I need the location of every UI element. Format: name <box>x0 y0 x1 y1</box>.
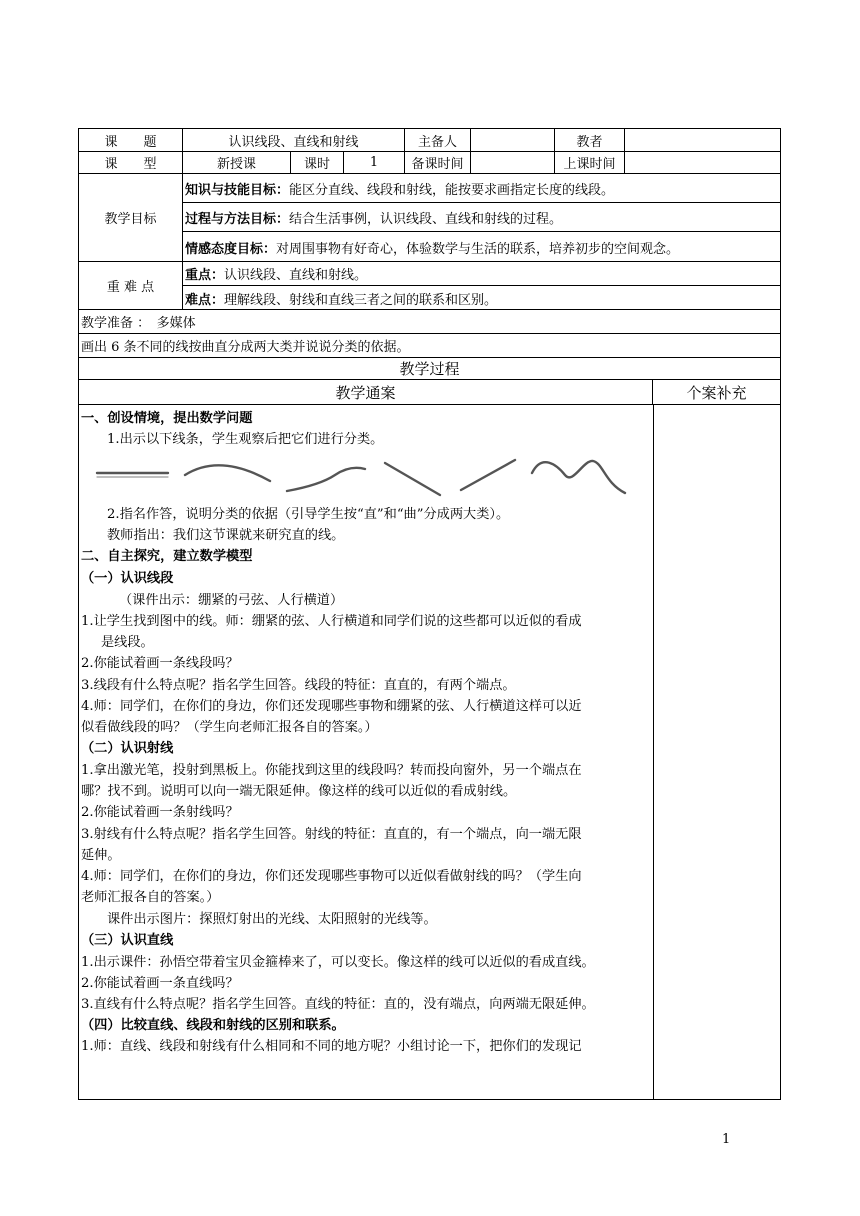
text-line: 老师汇报各自的答案。） <box>81 890 220 905</box>
keypoint-key <box>183 262 780 286</box>
straight-line-2 <box>385 463 440 495</box>
subsection-heading: （一）认识线段 <box>81 571 174 586</box>
goal-emotion-text: 对周围事物有好奇心，体验数学与生活的联系，培养初步的空间观念。 <box>276 241 680 257</box>
lesson-plan-table <box>78 128 781 1100</box>
keypoint-key-text: 认识线段、直线和射线。 <box>224 268 368 283</box>
row-goals <box>79 174 780 262</box>
page-number: 1 <box>722 1132 731 1147</box>
column-divider <box>653 405 654 1099</box>
text-line: 2.你能试着画一条直线吗？ <box>81 976 239 991</box>
text-line: 1.师：直线、线段和射线有什么相同和不同的地方呢？小组讨论一下，把你们的发现记 <box>81 1039 582 1054</box>
goal-process-text: 结合生活事例，认识线段、直线和射线的过程。 <box>289 211 563 227</box>
row-topic <box>79 129 780 152</box>
keypoint-hard-head: 难点： <box>185 292 225 308</box>
chief-value <box>471 129 555 151</box>
row-keypoints <box>79 262 780 310</box>
text-line: 延伸。 <box>81 848 121 863</box>
curve-line-3 <box>532 461 625 493</box>
subsection-heading: （四）比较直线、线段和射线的区别和联系。 <box>81 1018 345 1033</box>
goal-emotion <box>183 232 780 262</box>
teacher-value <box>625 129 780 151</box>
text-line: 2.你能试着画一条射线吗？ <box>81 805 239 820</box>
curve-line-2 <box>287 468 365 491</box>
text-line: 2.你能试着画一条线段吗？ <box>81 656 239 671</box>
subsection-heading: （三）认识直线 <box>81 933 174 948</box>
hours-value: 1 <box>344 152 405 173</box>
goal-process-head: 过程与方法目标： <box>185 211 290 227</box>
hours-label: 课时 <box>291 152 344 173</box>
straight-line-3 <box>461 460 515 490</box>
section-heading: 一、创设情境，提出数学问题 <box>81 411 253 426</box>
topic-value: 认识线段、直线和射线 <box>183 129 405 151</box>
row-col-headers <box>79 380 780 405</box>
line-examples-figure <box>95 455 640 500</box>
text-line: 哪？找不到。说明可以向一端无限延伸。像这样的线可以近似的看成射线。 <box>81 784 517 799</box>
text-line: 1.拿出激光笔，投射到黑板上。你能找到这里的线段吗？转而投向窗外，另一个端点在 <box>81 763 582 778</box>
topic-label: 课 题 <box>79 129 183 151</box>
section-heading: 二、自主探究，建立数学模型 <box>81 549 253 564</box>
text-line: 是线段。 <box>101 635 154 650</box>
class-time-label: 上课时间 <box>555 152 625 173</box>
prep-time-value <box>471 152 555 173</box>
goal-knowledge-head: 知识与技能目标： <box>185 182 290 198</box>
subsection-heading: （二）认识射线 <box>81 741 174 756</box>
type-value: 新授课 <box>183 152 291 173</box>
text-line: （课件出示：绷紧的弓弦、人行横道） <box>119 593 344 608</box>
chief-label: 主备人 <box>405 129 471 151</box>
goals-label: 教学目标 <box>79 174 183 261</box>
type-label: 课 型 <box>79 152 183 173</box>
process-body <box>79 405 780 1099</box>
row-prep <box>79 310 780 334</box>
text-line: 1.让学生找到图中的线。师：绷紧的弦、人行横道和同学们说的这些都可以近似的看成 <box>81 614 582 629</box>
row-pretask <box>79 334 780 358</box>
row-type <box>79 152 780 174</box>
goals-cell <box>183 174 780 262</box>
row-process-title <box>79 358 780 380</box>
keypoint-hard-text: 理解线段、射线和直线三者之间的联系和区别。 <box>224 292 498 308</box>
text-line: 2.指名作答，说明分类的依据（引导学生按“直”和“曲”分成两大类）。 <box>107 507 510 522</box>
text-line: 3.线段有什么特点呢？指名学生回答。线段的特征：直直的，有两个端点。 <box>81 678 516 693</box>
pretask-text: 画出 6 条不同的线按曲直分成两大类并说说分类的依据。 <box>81 340 410 355</box>
text-line: 1.出示课件：孙悟空带着宝贝金箍棒来了，可以变长。像这样的线可以近似的看成直线。 <box>81 955 595 970</box>
col-side-header: 个案补充 <box>686 383 747 402</box>
prep-text: 教学准备 ： 多媒体 <box>81 316 196 331</box>
text-line: 3.直线有什么特点呢？指名学生回答。直线的特征：直的，没有端点，向两端无限延伸。 <box>81 997 595 1012</box>
text-line: 4.师：同学们，在你们的身边，你们还发现哪些事物可以近似看做射线的吗？（学生向 <box>81 869 582 884</box>
process-title: 教学过程 <box>399 360 460 378</box>
keypoint-hard <box>183 286 780 310</box>
prep-time-label: 备课时间 <box>405 152 471 173</box>
text-line: 教师指出：我们这节课就来研究直的线。 <box>107 528 345 543</box>
curve-line-1 <box>185 465 270 481</box>
text-line: 课件出示图片：探照灯射出的光线、太阳照射的光线等。 <box>107 912 437 927</box>
keypoint-key-head: 重点： <box>185 268 225 283</box>
col-main-header: 教学通案 <box>79 380 653 404</box>
class-time-value <box>625 152 780 173</box>
keypoints-label: 重 难 点 <box>79 262 183 309</box>
goal-knowledge <box>183 174 780 203</box>
keypoints-cell <box>183 262 780 310</box>
text-line: 4.师：同学们，在你们的身边，你们还发现哪些事物和绷紧的弦、人行横道这样可以近 <box>81 699 582 714</box>
text-line: 似看做线段的吗？（学生向老师汇报各自的答案。） <box>81 720 378 735</box>
goal-knowledge-text: 能区分直线、线段和射线，能按要求画指定长度的线段。 <box>289 182 615 198</box>
text-line: 1.出示以下线条，学生观察后把它们进行分类。 <box>107 432 384 447</box>
goal-process <box>183 203 780 232</box>
teacher-label: 教者 <box>555 129 625 151</box>
text-line: 3.射线有什么特点呢？指名学生回答。射线的特征：直直的，有一个端点，向一端无限 <box>81 827 582 842</box>
goal-emotion-head: 情感态度目标： <box>185 241 277 257</box>
